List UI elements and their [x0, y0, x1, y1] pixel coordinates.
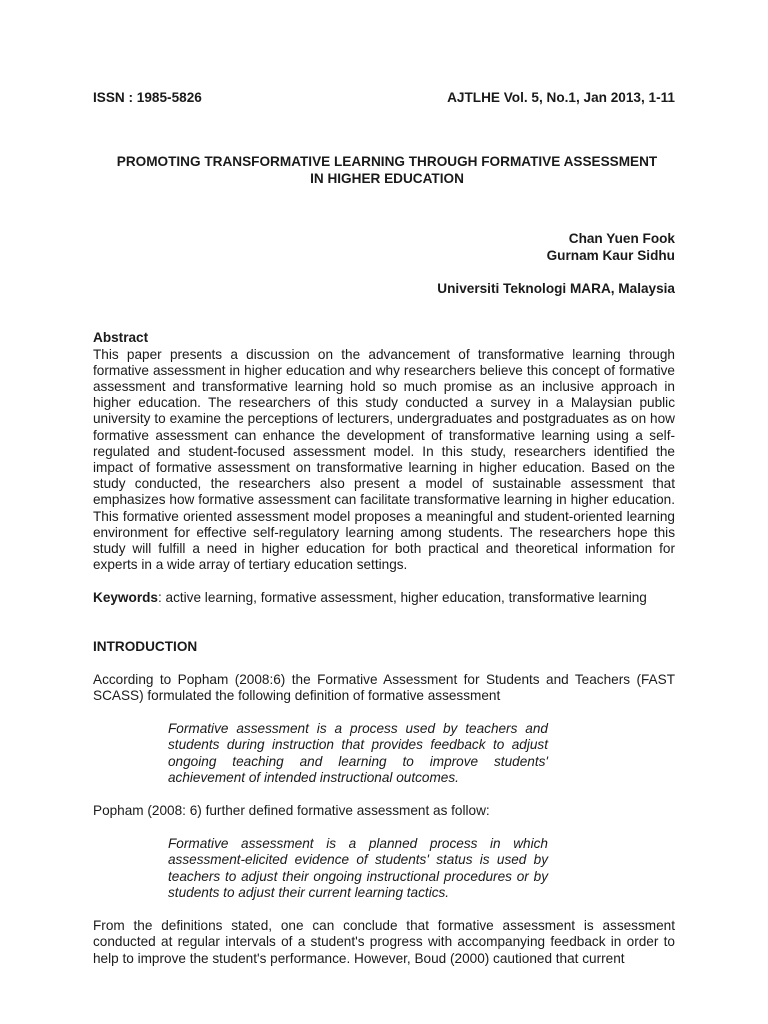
running-header [93, 90, 675, 106]
block-quote: Formative assessment is a planned process in which assessment-elicited evidence of students' status is used by teachers to adjust their ongoing instructional procedures or by students to adjust their current learning tactics. [168, 836, 548, 900]
author-name: Chan Yuen Fook [568, 231, 675, 247]
abstract-text: This paper presents a discussion on the advancement of transformative learning through formative assessment in higher education and why researchers believe this concept of formative assessment and transformative learning hold so much promise as an inclusive approach in higher education. The researchers of this study conducted a survey in a Malaysian public university to examine the perceptions of lecturers, undergraduates and postgraduates as on how formative assessment can enhance the development of transformative learning using a self-regulated and student-focused assessment model. In this study, researchers identified the impact of formative assessment on transformative learning in higher education. Based on the study conducted, the researchers also present a model of sustainable assessment that emphasizes how formative assessment can facilitate transformative learning in higher education. This formative oriented assessment model proposes a meaningful and student-oriented learning environment for effective self-regulatory learning among students. The researchers hope this study will fulfill a need in higher education for both practical and theoretical information for experts in a wide array of tertiary education settings. [93, 346, 675, 573]
block-quote: Formative assessment is a process used by teachers and students during instruction that provides feedback to adjust ongoing teaching and learning to improve students' achievement of intended instructional outcomes. [168, 721, 548, 785]
keywords [93, 590, 675, 606]
body-paragraph: From the definitions stated, one can conclude that formative assessment is assessment conducted at regular intervals of a student's progress with accompanying feedback in order to help to improve the student's performance. However, Boud (2000) cautioned that current [93, 918, 675, 966]
author-affiliation: Universiti Teknologi MARA, Malaysia [437, 281, 675, 297]
journal-citation: AJTLHE Vol. 5, No.1, Jan 2013, 1-11 [447, 90, 675, 105]
keywords-text: : active learning, formative assessment, higher education, transformative learning [157, 590, 647, 606]
body-paragraph: According to Popham (2008:6) the Formative Assessment for Students and Teachers (FAST SCASS) formulated the following definition of formative assessment [93, 671, 675, 704]
body-paragraph: Popham (2008: 6) further defined formative assessment as follow: [93, 803, 490, 819]
abstract-heading: Abstract [93, 330, 149, 346]
paper-title-line-1: PROMOTING TRANSFORMATIVE LEARNING THROUGH FORMATIVE ASSESSMENT [116, 154, 658, 170]
section-heading: INTRODUCTION [93, 638, 198, 654]
keywords-label: Keywords [93, 590, 158, 606]
author-list [93, 231, 675, 264]
issn-label: ISSN : 1985-5826 [93, 90, 202, 105]
paper-title [93, 154, 675, 187]
paper-title-line-2: IN HIGHER EDUCATION [310, 170, 464, 186]
author-name: Gurnam Kaur Sidhu [546, 247, 675, 263]
document-page [93, 90, 675, 967]
